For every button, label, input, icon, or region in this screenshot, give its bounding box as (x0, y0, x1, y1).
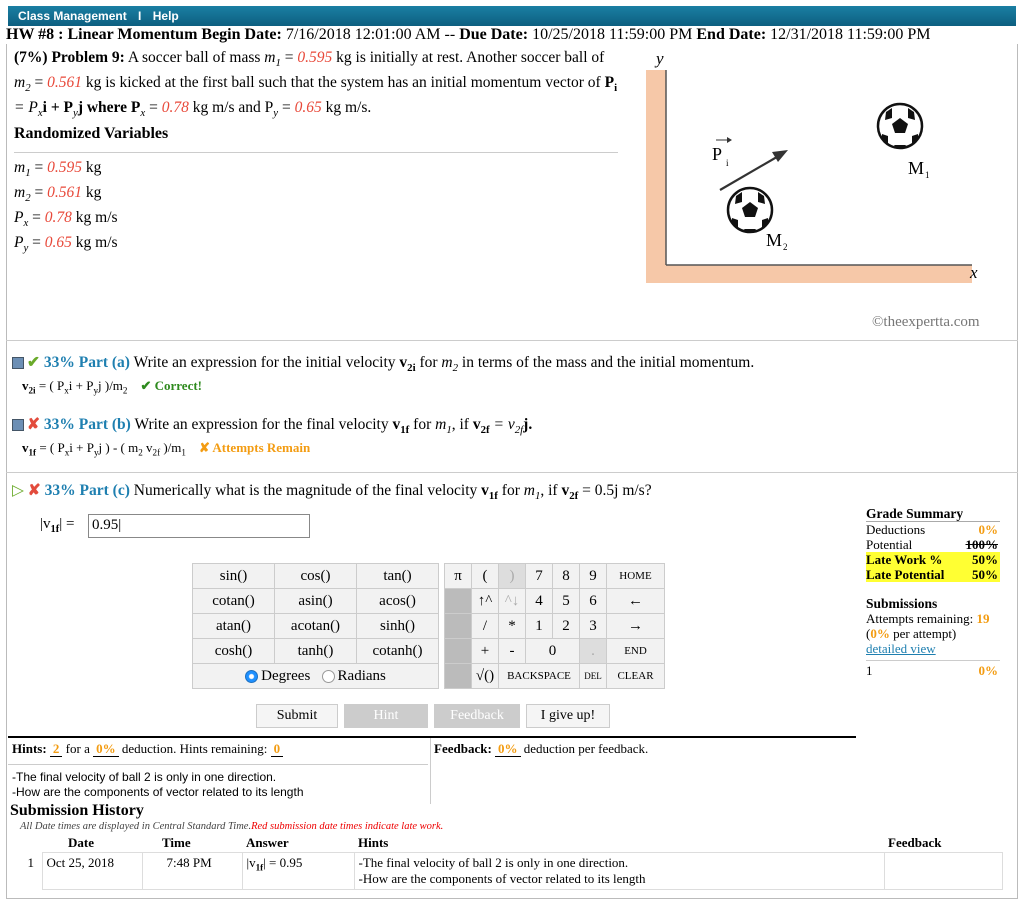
play-icon[interactable]: ▷ (12, 482, 24, 499)
rv-sub: 2 (25, 192, 31, 205)
per-attempt-text: per attempt) (889, 626, 957, 641)
hw-label: HW #8 : Linear Momentum (6, 26, 198, 43)
eq: = (278, 99, 295, 117)
part-b-text: for (413, 416, 432, 433)
late-work-label: Late Work % (866, 552, 943, 567)
collapse-icon[interactable] (12, 419, 24, 431)
col-date: Date (68, 835, 94, 850)
x-icon: ✘ (27, 416, 40, 433)
m2-value: 0.561 (47, 74, 82, 92)
key-dot[interactable]: . (580, 639, 607, 664)
rv-unit: kg m/s (71, 234, 118, 252)
key-end[interactable]: END (607, 639, 665, 664)
key-atan[interactable]: atan() (193, 614, 275, 639)
hint-item: -The final velocity of ball 2 is only in one direction. (12, 770, 277, 784)
part-a-text: in terms of the mass and the initial momentum. (461, 354, 755, 371)
problem-text: A soccer ball of mass (127, 49, 261, 66)
v-sub: 2f (480, 424, 490, 437)
part-a-text: for (419, 354, 438, 371)
ans-sub: x (64, 385, 69, 396)
ans-text: j ) - ( m (98, 440, 139, 455)
late-potential-row (866, 567, 1000, 582)
history-feedback (884, 853, 1002, 890)
due-label: Due Date: (459, 26, 529, 43)
radians-radio[interactable] (322, 670, 335, 683)
answer-label (40, 516, 74, 535)
divider (430, 738, 431, 804)
hints-text: deduction. Hints remaining: (121, 741, 268, 756)
key-acos[interactable]: acos() (357, 589, 439, 614)
m-sub: 1 (534, 490, 541, 503)
eq: = (280, 49, 298, 66)
py-sub: y (73, 107, 78, 120)
part-c-text: , if (540, 482, 558, 499)
key-minus[interactable]: - (499, 639, 526, 664)
key-8[interactable]: 8 (553, 564, 580, 589)
ans-sub: y (93, 385, 98, 396)
per-attempt-text: ( (866, 626, 871, 641)
key-down[interactable]: ^↓ (499, 589, 526, 614)
feedback-pct: 0% (495, 741, 521, 757)
v-symbol: v (22, 378, 29, 393)
submit-button[interactable]: Submit (256, 704, 338, 728)
feedback-summary (434, 741, 648, 757)
key-blank (445, 639, 472, 664)
key-asin[interactable]: asin() (275, 589, 357, 614)
rv-row: $P_x = 0.78$ kg m/s (14, 209, 118, 230)
key-blank (445, 589, 472, 614)
deductions-label: Deductions (866, 522, 926, 537)
px-sub: x (37, 107, 43, 120)
problem-diagram (640, 50, 1000, 310)
v-sub: 2i (407, 362, 416, 375)
submission-history-title: Submission History (10, 802, 144, 819)
v-symbol: v (472, 416, 481, 433)
potential-value: 100% (965, 537, 998, 552)
attempts-value: 19 (976, 611, 990, 626)
m1-symbol: m (264, 49, 276, 66)
v-symbol: v (561, 482, 570, 499)
key-sin[interactable]: sin() (193, 564, 275, 589)
deductions-row (866, 522, 1000, 537)
key-tan[interactable]: tan() (357, 564, 439, 589)
attempts-status: ✘ Attempts Remain (198, 440, 311, 455)
grade-summary (866, 506, 1000, 678)
problem-text: j where P (77, 99, 141, 117)
key-9[interactable]: 9 (580, 564, 607, 589)
py-value: 0.65 (294, 99, 322, 117)
hints-count: 2 (50, 741, 63, 757)
m2-label: M (766, 230, 783, 250)
submission-history-table (20, 834, 1003, 890)
v-symbol: v (399, 354, 408, 371)
due-date: 10/25/2018 11:59:00 PM (532, 26, 693, 43)
rv-sym: m (14, 159, 26, 176)
radians-label: Radians (337, 667, 386, 684)
m2-sub: 2 (25, 82, 31, 95)
eq: = (30, 74, 48, 92)
menu-help[interactable]: Help (152, 9, 179, 23)
key-left[interactable]: ← (607, 589, 665, 614)
part-b-text: , if (451, 416, 469, 433)
hint-button[interactable]: Hint (344, 704, 428, 728)
x-axis-floor (646, 265, 972, 283)
part-b-text: = v (489, 416, 515, 433)
ans-text: i + P (68, 378, 94, 393)
key-blank (445, 614, 472, 639)
attempts-label: Attempts remaining: (866, 611, 974, 626)
pi-sub: i (614, 82, 618, 95)
m-symbol: m (523, 482, 535, 499)
ans-text: = ( P (38, 378, 65, 393)
hints-list (12, 770, 304, 800)
problem-text: kg is initially at rest. Another soccer ball of (332, 49, 605, 66)
rv-sub: y (23, 242, 29, 255)
give-up-button[interactable]: I give up! (526, 704, 610, 728)
problem-text: kg m/s. (321, 99, 372, 117)
collapse-icon[interactable] (12, 357, 24, 369)
x-label: x (970, 263, 978, 282)
problem-text: = P (14, 99, 38, 117)
key-lparen[interactable]: ( (472, 564, 499, 589)
rv-sym: P (14, 209, 24, 227)
key-right[interactable]: → (607, 614, 665, 639)
history-answer (242, 853, 354, 890)
ans-sub: 2 (122, 385, 128, 396)
randomized-list (14, 158, 118, 258)
late-work-row (866, 552, 1000, 567)
divider (14, 152, 618, 153)
ans-text: )/m (160, 440, 182, 455)
y-axis-wall (646, 70, 666, 280)
part-c-text: = 0.5j m/s? (578, 482, 652, 499)
m1-sub: 1 (925, 170, 930, 180)
problem-statement (14, 48, 624, 123)
px-value: 0.78 (161, 99, 189, 117)
end-label: End Date: (696, 26, 767, 43)
key-plus[interactable]: + (472, 639, 499, 664)
per-attempt-row (866, 626, 1000, 641)
detailed-view-link[interactable]: detailed view (866, 641, 936, 656)
answer-sub: 1f (50, 524, 60, 535)
m2-sub: 2 (783, 242, 788, 252)
problem-number: Problem 9: (51, 49, 125, 66)
m1-sub: 1 (275, 57, 281, 70)
hints-feedback-box (8, 736, 856, 802)
key-cos[interactable]: cos() (275, 564, 357, 589)
history-hint: -How are the components of vector related to its length (358, 871, 646, 886)
m-symbol: m (441, 354, 453, 371)
potential-row (866, 537, 1000, 552)
problem-text: i + P (42, 99, 73, 117)
ans-sub: 2 (138, 447, 143, 458)
key-cosh[interactable]: cosh() (193, 639, 275, 664)
key-rparen[interactable]: ) (499, 564, 526, 589)
hints-label: Hints: (12, 741, 47, 756)
part-c-header (12, 481, 652, 502)
history-time: 7:48 PM (142, 853, 242, 890)
history-hint: -The final velocity of ball 2 is only in one direction. (358, 855, 629, 870)
degrees-label: Degrees (261, 667, 311, 684)
late-work-value: 50% (972, 552, 998, 567)
grade-title: Grade Summary (866, 506, 1000, 522)
py-sub: y (273, 107, 279, 120)
part-b-text: j. (523, 416, 533, 433)
key-sinh[interactable]: sinh() (357, 614, 439, 639)
momentum-arrow (720, 154, 782, 190)
hints-remaining: 0 (271, 741, 284, 757)
v-symbol: v (481, 482, 489, 499)
history-note-red: Red submission date times indicate late work. (251, 821, 444, 832)
ans-sub: x (64, 447, 70, 458)
rv-sub: 1 (25, 167, 31, 180)
deductions-value: 0% (978, 522, 998, 537)
v-symbol: v (392, 416, 401, 433)
v-sub: 1f (28, 447, 37, 458)
eq: = (145, 99, 162, 117)
key-home[interactable]: HOME (607, 564, 665, 589)
hints-pct: 0% (93, 741, 119, 757)
submission-value: 0% (978, 663, 998, 678)
key-5[interactable]: 5 (553, 589, 580, 614)
hw-title (6, 26, 1016, 44)
key-6[interactable]: 6 (580, 589, 607, 614)
part-b-label: 33% Part (b) (43, 416, 131, 433)
rv-unit: kg (82, 159, 102, 176)
rv-sym: P (14, 234, 24, 252)
divider (8, 764, 428, 765)
history-answer-sub: 1f (255, 862, 264, 873)
key-del[interactable]: DEL (580, 664, 607, 689)
ans-sub: y (93, 447, 99, 458)
m-sub: 1 (446, 424, 452, 437)
rv-sym: m (14, 184, 26, 202)
pi-label: P (712, 144, 723, 164)
key-backspace[interactable]: BACKSPACE (499, 664, 580, 689)
history-hints (354, 853, 884, 890)
answer-label-text: | = (59, 516, 75, 532)
key-4[interactable]: 4 (526, 589, 553, 614)
key-tanh[interactable]: tanh() (275, 639, 357, 664)
copyright: ©theexpertta.com (872, 314, 980, 330)
key-clear[interactable]: CLEAR (607, 664, 665, 689)
soccer-ball-icon (728, 188, 772, 232)
rv-unit: kg (82, 184, 102, 202)
rv-row: $P_y = 0.65$ kg m/s (14, 234, 118, 255)
ans-text: v (142, 440, 153, 455)
key-cotanh[interactable]: cotanh() (357, 639, 439, 664)
degrees-radio[interactable] (245, 670, 258, 683)
part-c-text: for (501, 482, 520, 499)
key-acotan[interactable]: acotan() (275, 614, 357, 639)
hints-text: for a (65, 741, 90, 756)
m2-symbol: m (14, 74, 26, 92)
attempts-row (866, 611, 1000, 626)
rv-value: 0.595 (47, 159, 82, 176)
menu-separator: I (138, 9, 142, 23)
key-3[interactable]: 3 (580, 614, 607, 639)
pi-symbol: P (604, 74, 615, 92)
rv-value: 0.65 (44, 234, 72, 252)
begin-label: Begin Date: (201, 26, 282, 43)
divider (6, 472, 1018, 473)
key-0[interactable]: 0 (526, 639, 580, 664)
history-num: 1 (27, 854, 34, 870)
randomized-title: Randomized Variables (14, 125, 169, 142)
ans-text: j )/m (98, 378, 123, 393)
calculator-keypad (192, 563, 665, 689)
v-sub: 1f (400, 424, 410, 437)
key-star[interactable]: * (499, 614, 526, 639)
hint-item: -How are the components of vector related to its length (12, 785, 304, 799)
y-label: y (656, 50, 664, 68)
part-a-header (12, 353, 754, 374)
begin-date: 7/16/2018 12:01:00 AM -- (285, 26, 456, 43)
v-symbol: v (22, 440, 29, 455)
ans-sub: 2f (152, 447, 161, 458)
part-b-header (12, 415, 532, 436)
col-hints: Hints (358, 835, 389, 850)
key-sqrt[interactable]: √() (472, 664, 499, 689)
ans-text: = ( P (39, 440, 65, 455)
m-symbol: m (435, 416, 447, 433)
submission-row (866, 660, 1000, 678)
v-sub: 2f (569, 490, 579, 503)
rv-value: 0.78 (44, 209, 72, 227)
history-date: Oct 25, 2018 (42, 853, 142, 890)
key-up[interactable]: ↑^ (472, 589, 499, 614)
part-b-text: Write an expression for the final velocity (134, 416, 389, 433)
pi-sub: i (726, 158, 729, 168)
answer-label-text: |v (40, 516, 51, 532)
part-a-text: Write an expression for the initial velocity (133, 354, 396, 371)
submissions-title: Submissions (866, 596, 938, 611)
potential-label: Potential (866, 537, 913, 552)
x-icon: ✘ (27, 482, 41, 499)
px-sub: x (140, 107, 146, 120)
divider (6, 340, 1018, 341)
history-row (20, 853, 1002, 890)
m1-value: 0.595 (297, 49, 333, 66)
late-potential-value: 50% (972, 567, 998, 582)
history-answer-text: | = 0.95 (263, 855, 303, 870)
hints-summary (12, 741, 283, 757)
rv-row: $m_1 = 0.595$ kg (14, 159, 102, 180)
key-slash[interactable]: / (472, 614, 499, 639)
key-pi[interactable]: π (445, 564, 472, 589)
key-blank (445, 664, 472, 689)
feedback-label: Feedback: (434, 741, 492, 756)
v-sub: 2i (28, 385, 36, 396)
rv-row: $m_2 = 0.561$ kg (14, 184, 102, 205)
part-c-text: Numerically what is the magnitude of the final velocity (133, 482, 478, 499)
part-b-answer (22, 440, 310, 458)
v-sub: 2f (514, 424, 524, 437)
rv-sub: x (23, 217, 29, 230)
part-c-label: 33% Part (c) (44, 482, 130, 499)
rv-unit: kg m/s (71, 209, 118, 227)
key-7[interactable]: 7 (526, 564, 553, 589)
m1-label: M (908, 158, 925, 178)
check-icon: ✔ (27, 354, 40, 371)
history-note (20, 821, 443, 832)
col-feedback: Feedback (888, 835, 942, 850)
key-2[interactable]: 2 (553, 614, 580, 639)
col-answer: Answer (246, 835, 289, 850)
correct-status: ✔ Correct! (140, 378, 203, 393)
problem-weight: (7%) (14, 49, 48, 66)
ans-sub: 1 (181, 447, 186, 458)
feedback-button[interactable]: Feedback (434, 704, 520, 728)
late-potential-label: Late Potential (866, 567, 945, 582)
part-a-label: 33% Part (a) (43, 354, 130, 371)
submission-num: 1 (866, 663, 873, 678)
m-sub: 2 (452, 362, 459, 375)
rv-value: 0.561 (47, 184, 82, 202)
problem-text: kg is kicked at the first ball such that the system has an initial momentum vector of (82, 74, 601, 92)
answer-input[interactable]: 0.95| (88, 514, 310, 538)
part-a-answer (22, 378, 202, 396)
history-answer-text: |v (246, 855, 256, 870)
menu-class-management[interactable]: Class Management (18, 9, 127, 23)
col-time: Time (162, 835, 191, 850)
history-header-row (20, 834, 1002, 853)
ans-text: i + P (69, 440, 94, 455)
soccer-ball-icon (878, 104, 922, 148)
problem-text: kg m/s and P (188, 99, 274, 117)
history-note-text: All Date times are displayed in Central Standard Time. (20, 821, 252, 832)
per-attempt-value: 0% (870, 626, 890, 641)
end-date: 12/31/2018 11:59:00 PM (770, 26, 931, 43)
key-cotan[interactable]: cotan() (193, 589, 275, 614)
feedback-text: deduction per feedback. (523, 741, 649, 756)
v-sub: 1f (488, 490, 498, 503)
key-1[interactable]: 1 (526, 614, 553, 639)
top-menu-bar (8, 6, 1016, 26)
